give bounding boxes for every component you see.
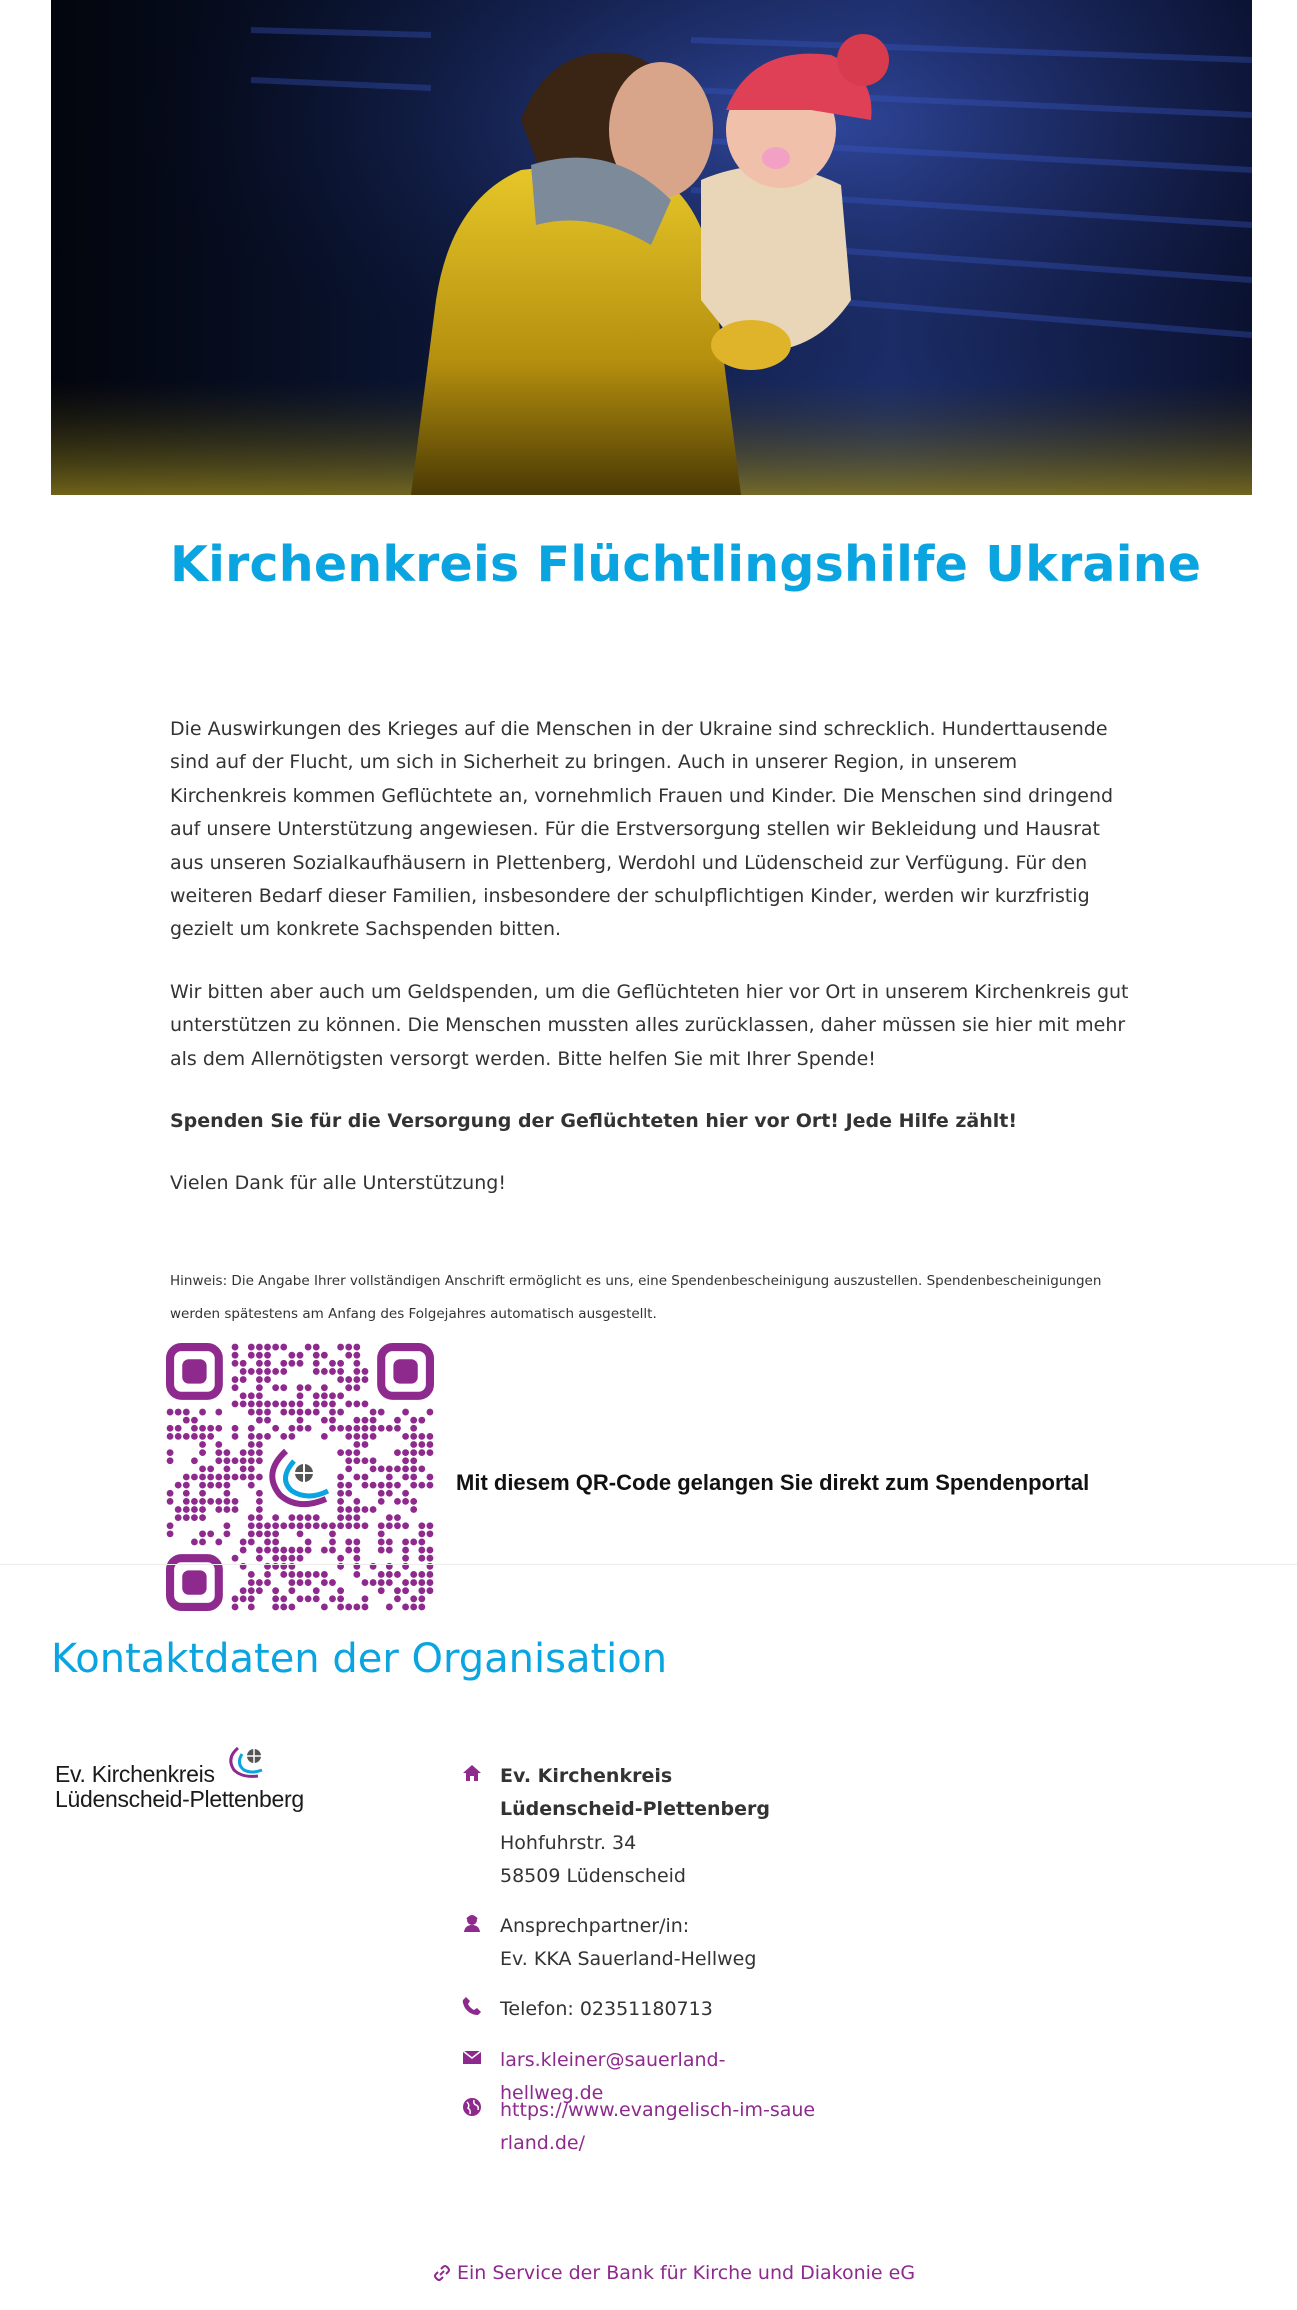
service-link-label[interactable]: Ein Service der Bank für Kirche und Diakonie eG: [457, 2262, 916, 2284]
street: Hohfuhrstr. 34: [500, 1831, 637, 1854]
address-row: [462, 1760, 822, 1900]
envelope-icon: [462, 2047, 482, 2067]
link-icon: [433, 2264, 451, 2282]
call-to-action: Spenden Sie für die Versorgung der Geflüchteten hier vor Ort! Jede Hilfe zählt!: [170, 1110, 1018, 1133]
description: [170, 713, 1130, 1230]
contact-person: Ev. KKA Sauerland-Hellweg: [500, 1948, 757, 1971]
phone-icon: [462, 1996, 482, 2016]
tax-receipt-hint: Hinweis: Die Angabe Ihrer vollständigen Anschrift ermöglicht es uns, eine Spendenbescheinigung auszustellen. Spendenbescheinigungen werden spätestens am Anfang des Folgejahres automatisch ausgestellt.: [170, 1273, 1102, 1322]
qr-logo-icon: [272, 1451, 328, 1504]
phone-row: [462, 1993, 822, 2029]
globe-icon: [462, 2097, 482, 2117]
city: 58509 Lüdenscheid: [500, 1865, 686, 1888]
hero-image: [51, 0, 1252, 495]
page-title: Kirchenkreis Flüchtlingshilfe Ukraine: [170, 536, 1202, 593]
donation-qr-code[interactable]: [166, 1343, 434, 1611]
section-divider: [0, 1564, 1297, 1565]
logo-line-2: Lüdenscheid-Plettenberg: [55, 1786, 304, 1812]
qr-caption: Mit diesem QR-Code gelangen Sie direkt zum Spendenportal: [456, 1470, 1090, 1495]
person-icon: [462, 1913, 482, 1933]
email-link[interactable]: lars.kleiner@sauerland-hellweg.de: [500, 2049, 726, 2105]
organization-logo: [53, 1742, 323, 1812]
email-row: [462, 2044, 822, 2105]
logo-line-1: Ev. Kirchenkreis: [55, 1761, 215, 1787]
logo-mark-icon: [224, 1742, 272, 1782]
contact-person-row: [462, 1910, 822, 1980]
organization-name: Ev. Kirchenkreis Lüdenscheid-Plettenberg: [500, 1765, 770, 1821]
contact-label: Ansprechpartner/in:: [500, 1915, 690, 1937]
website-link[interactable]: https://www.evangelisch-im-sauerland.de/: [500, 2099, 816, 2155]
home-icon: [462, 1763, 482, 1783]
phone-number[interactable]: Telefon: 02351180713: [500, 1998, 713, 2020]
paragraph: Vielen Dank für alle Unterstützung!: [170, 1172, 506, 1195]
website-row: [462, 2094, 822, 2164]
service-link[interactable]: [433, 2262, 915, 2284]
paragraph: Die Auswirkungen des Krieges auf die Menschen in der Ukraine sind schrecklich. Hunderttausende sind auf der Flucht, um sich in Sicherheit zu bringen. Auch in unserer Region, in unserem Kirchenkreis kommen Geflüchtete an, vornehmlich Frauen und Kinder. Die Menschen sind dringend auf unsere Unterstützung angewiesen. Für die Erstversorgung stellen wir Bekleidung und Hausrat aus unseren Sozialkaufhäusern in Plettenberg, Werdohl und Lüdenscheid zur Verfügung. Für den weiteren Bedarf dieser Familien, insbesondere der schulpflichtigen Kinder, werden wir kurzfristig gezielt um konkrete Sachspenden bitten.: [170, 718, 1114, 941]
contact-title: Kontaktdaten der Organisation: [51, 1636, 668, 1682]
paragraph: Wir bitten aber auch um Geldspenden, um die Geflüchteten hier vor Ort in unserem Kirchenkreis gut unterstützen zu können. Die Menschen mussten alles zurücklassen, daher müssen sie hier mit mehr als dem Allernötigsten versorgt werden. Bitte helfen Sie mit Ihrer Spende!: [170, 980, 1129, 1070]
